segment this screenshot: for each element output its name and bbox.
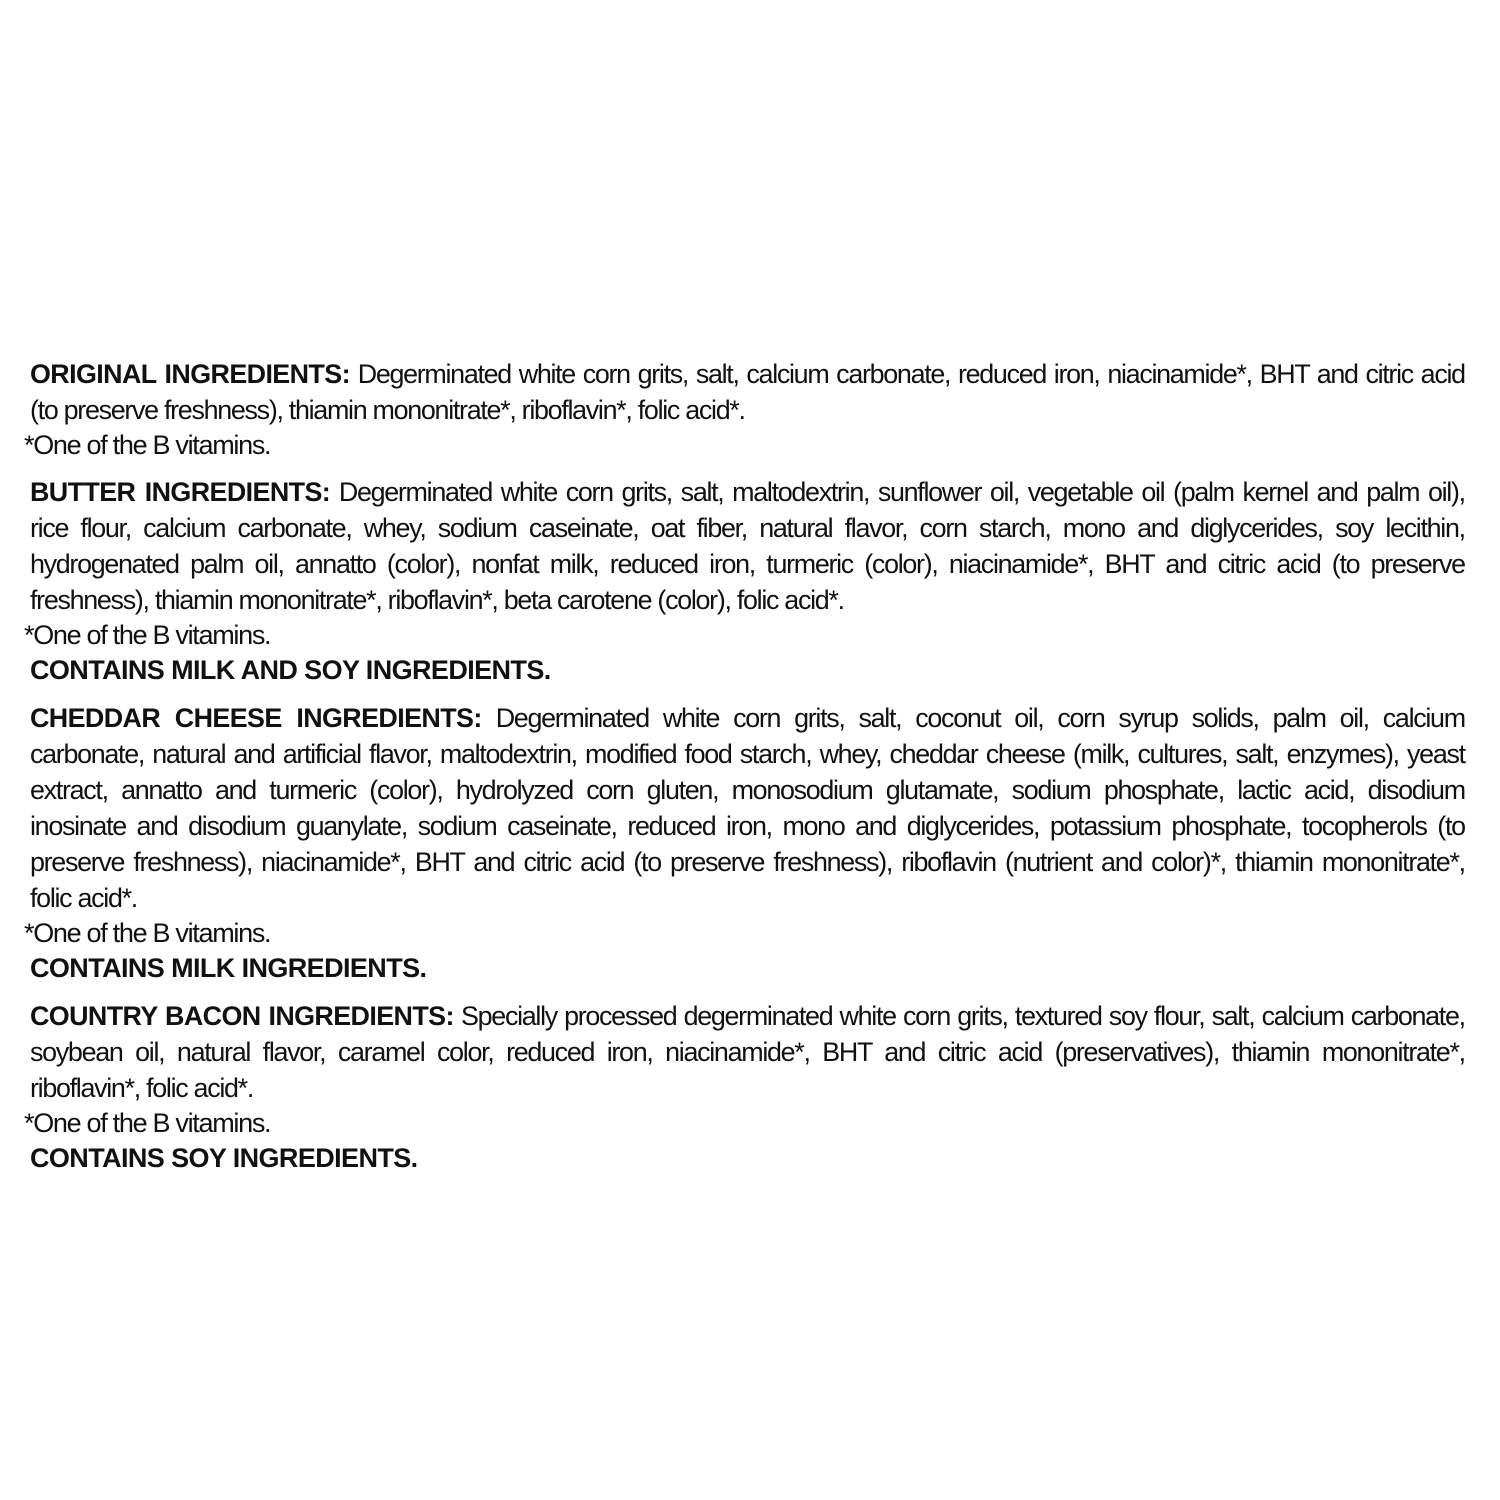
- section-heading: COUNTRY BACON INGREDIENTS:: [30, 1001, 454, 1031]
- allergen-statement: CONTAINS MILK AND SOY INGREDIENTS.: [30, 655, 551, 685]
- vitamin-footnote: *One of the B vitamins.: [24, 430, 271, 460]
- ingredients-panel: [24, 356, 1472, 1188]
- vitamin-footnote: *One of the B vitamins.: [24, 918, 271, 948]
- ingredients-paragraph: [30, 356, 1465, 428]
- ingredients-text: Degerminated white corn grits, salt, coconut oil, corn syrup solids, palm oil, calcium carbonate, natural and artificial flavor, maltodextrin, modified food starch, whey, cheddar cheese (milk, cultures, salt, enzymes), yeast extract, annatto and turmeric (color), hydrolyzed corn gluten, monosodium glutamate, sodium phosphate, lactic acid, disodium inosinate and disodium guanylate, sodium caseinate, reduced iron, mono and diglycerides, potassium phosphate, tocopherols (to preserve freshness), niacinamide*, BHT and citric acid (to preserve freshness), riboflavin (nutrient and color)*, thiamin mononitrate*, folic acid*.: [30, 703, 1465, 913]
- original-ingredients-section: [24, 356, 1472, 462]
- country-bacon-ingredients-section: [24, 998, 1472, 1176]
- ingredients-paragraph: [30, 998, 1465, 1106]
- vitamin-footnote: *One of the B vitamins.: [24, 1108, 271, 1138]
- allergen-statement: CONTAINS SOY INGREDIENTS.: [30, 1143, 418, 1173]
- ingredients-paragraph: [30, 700, 1465, 916]
- section-heading: BUTTER INGREDIENTS:: [30, 477, 331, 507]
- section-heading: ORIGINAL INGREDIENTS:: [30, 359, 350, 389]
- ingredients-text: Specially processed degerminated white corn grits, textured soy flour, salt, calcium carbonate, soybean oil, natural flavor, caramel color, reduced iron, niacinamide*, BHT and citric acid (preservatives), thiamin mononitrate*, riboflavin*, folic acid*.: [30, 1001, 1465, 1103]
- section-heading: CHEDDAR CHEESE INGREDIENTS:: [30, 703, 482, 733]
- allergen-statement: CONTAINS MILK INGREDIENTS.: [30, 953, 427, 983]
- butter-ingredients-section: [24, 474, 1472, 688]
- ingredients-text: Degerminated white corn grits, salt, maltodextrin, sunflower oil, vegetable oil (palm kernel and palm oil), rice flour, calcium carbonate, whey, sodium caseinate, oat fiber, natural flavor, corn starch, mono and diglycerides, soy lecithin, hydrogenated palm oil, annatto (color), nonfat milk, reduced iron, turmeric (color), niacinamide*, BHT and citric acid (to preserve freshness), thiamin mononitrate*, riboflavin*, beta carotene (color), folic acid*.: [30, 477, 1465, 615]
- ingredients-text: Degerminated white corn grits, salt, calcium carbonate, reduced iron, niacinamide*, BHT and citric acid (to preserve freshness), thiamin mononitrate*, riboflavin*, folic acid*.: [30, 359, 1465, 425]
- cheddar-cheese-ingredients-section: [24, 700, 1472, 986]
- vitamin-footnote: *One of the B vitamins.: [24, 620, 271, 650]
- ingredients-paragraph: [30, 474, 1465, 618]
